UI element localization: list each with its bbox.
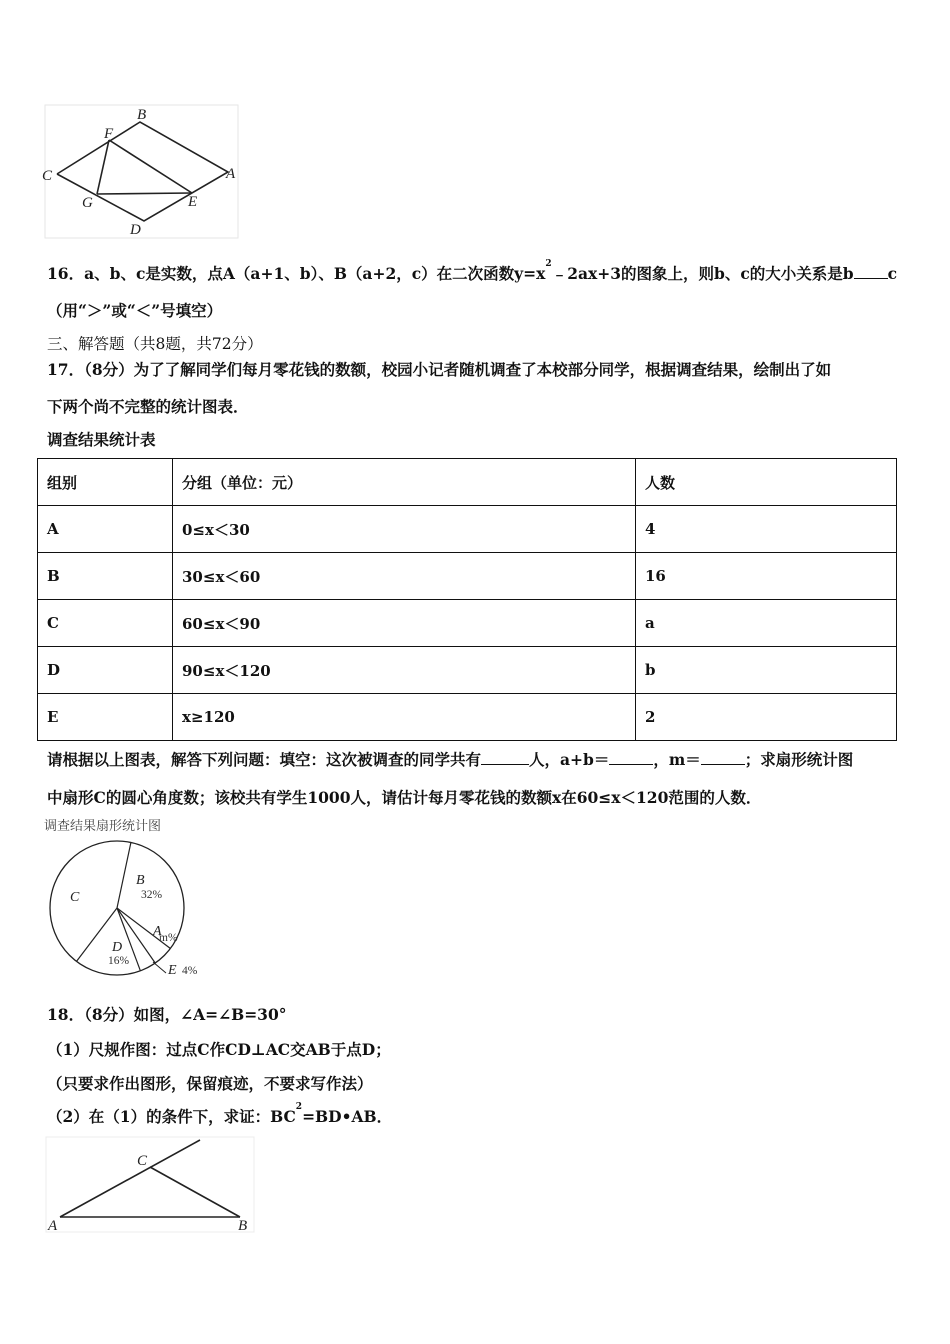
- table-row: [38, 506, 897, 553]
- answer-blank-m[interactable]: [701, 752, 745, 765]
- q17-line1: 17．（8分）为了了解同学们每月零花钱的数额，校园小记者随机调查了本校部分同学，根据调查结果，绘制出了如: [47, 360, 832, 379]
- label-b: B: [137, 107, 147, 123]
- segment-ac-extended: [60, 1140, 200, 1217]
- table-header: 分组（单位：元）: [173, 459, 636, 506]
- table-cell: 0≤x＜30: [173, 506, 636, 553]
- table-cell: 16: [636, 553, 897, 600]
- label-b: B: [238, 1218, 248, 1234]
- q18-text-b: =BD•AB．: [302, 1107, 393, 1126]
- table-cell: b: [636, 647, 897, 694]
- pie-chart-title: 调查结果扇形统计图: [44, 819, 162, 834]
- pie-pct-e: 4%: [182, 965, 198, 977]
- label-g: G: [82, 195, 93, 211]
- q17-q-text-b: 人，a+b＝: [529, 750, 610, 769]
- pie-label-d: D: [112, 940, 123, 955]
- q17-q-text-a: 请根据以上图表，解答下列问题：填空：这次被调查的同学共有: [47, 750, 482, 769]
- label-e: E: [188, 194, 198, 210]
- table-row: [38, 553, 897, 600]
- table-cell: 2: [636, 694, 897, 741]
- q18-line4: [47, 1102, 393, 1127]
- table-title: 调查结果统计表: [47, 430, 156, 449]
- q16-line1: [47, 259, 898, 284]
- label-c: C: [137, 1153, 148, 1169]
- label-f: F: [104, 126, 114, 142]
- segment-ge: [97, 193, 192, 194]
- pie-label-e: E: [168, 963, 177, 978]
- table-cell: B: [38, 553, 173, 600]
- pie-pct-b: 32%: [141, 889, 163, 901]
- table-cell: 90≤x＜120: [173, 647, 636, 694]
- table-cell: D: [38, 647, 173, 694]
- label-c: C: [42, 168, 53, 184]
- table-row: [38, 694, 897, 741]
- q17-q-text-c: ，m＝: [653, 750, 701, 769]
- q18-text-a: （2）在（1）的条件下，求证：BC: [47, 1107, 296, 1126]
- q18-line3: （只要求作出图形，保留痕迹，不要求写作法）: [47, 1074, 373, 1093]
- pie-label-a: A: [153, 924, 162, 939]
- pie-pct-d: 16%: [108, 955, 130, 967]
- table-row: [38, 600, 897, 647]
- q16-text-c: c: [887, 264, 898, 283]
- label-a: A: [226, 166, 236, 182]
- figure-parallelogram: [40, 100, 245, 240]
- label-a: A: [48, 1218, 58, 1234]
- table-cell: x≥120: [173, 694, 636, 741]
- table-header: 组别: [38, 459, 173, 506]
- q18-line1: 18．（8分）如图，∠A=∠B=30°: [47, 1005, 287, 1024]
- q16-line2: （用“＞”或“＜”号填空）: [47, 301, 223, 320]
- label-d: D: [130, 222, 141, 238]
- stats-table: [37, 458, 897, 741]
- section-heading: 三、解答题（共8题，共72分）: [47, 335, 263, 353]
- table-cell: A: [38, 506, 173, 553]
- table-cell: E: [38, 694, 173, 741]
- figure-border: [45, 105, 238, 238]
- q16-text-b: ﹣2ax+3的图象上，则b、c的大小关系是b: [551, 264, 854, 283]
- answer-blank-aplusb[interactable]: [609, 752, 653, 765]
- table-cell: C: [38, 600, 173, 647]
- q16-text-a: 16．a、b、c是实数，点A（a+1、b）、B（a+2，c）在二次函数y=x: [47, 264, 546, 283]
- table-header: 人数: [636, 459, 897, 506]
- q18-sup: 2: [295, 1102, 303, 1112]
- q17-question-line2: 中扇形C的圆心角度数；该校共有学生1000人，请估计每月零花钱的数额x在60≤x＜120范围的人数．: [47, 788, 762, 807]
- q16-answer-blank[interactable]: [854, 266, 888, 279]
- figure-triangle: [40, 1135, 260, 1235]
- q16-sup: 2: [545, 259, 552, 269]
- answer-blank-total[interactable]: [481, 752, 529, 765]
- q18-line2: （1）尺规作图：过点C作CD⊥AC交AB于点D；: [47, 1040, 391, 1059]
- pie-label-leader: [153, 962, 166, 973]
- segment-fe: [109, 140, 192, 193]
- table-header-row: [38, 459, 897, 506]
- q17-question-line1: [47, 748, 853, 770]
- table-cell: 60≤x＜90: [173, 600, 636, 647]
- pie-label-b: B: [136, 873, 145, 888]
- table-cell: 30≤x＜60: [173, 553, 636, 600]
- q17-line2: 下两个尚不完整的统计图表．: [47, 397, 249, 416]
- q17-q-text-d: ；求扇形统计图: [744, 750, 854, 769]
- pie-label-c: C: [70, 890, 80, 905]
- pie-pct-a: m%: [159, 932, 178, 944]
- table-row: [38, 647, 897, 694]
- segment-cb: [150, 1167, 240, 1217]
- table-cell: 4: [636, 506, 897, 553]
- pie-chart: [40, 835, 220, 985]
- table-cell: a: [636, 600, 897, 647]
